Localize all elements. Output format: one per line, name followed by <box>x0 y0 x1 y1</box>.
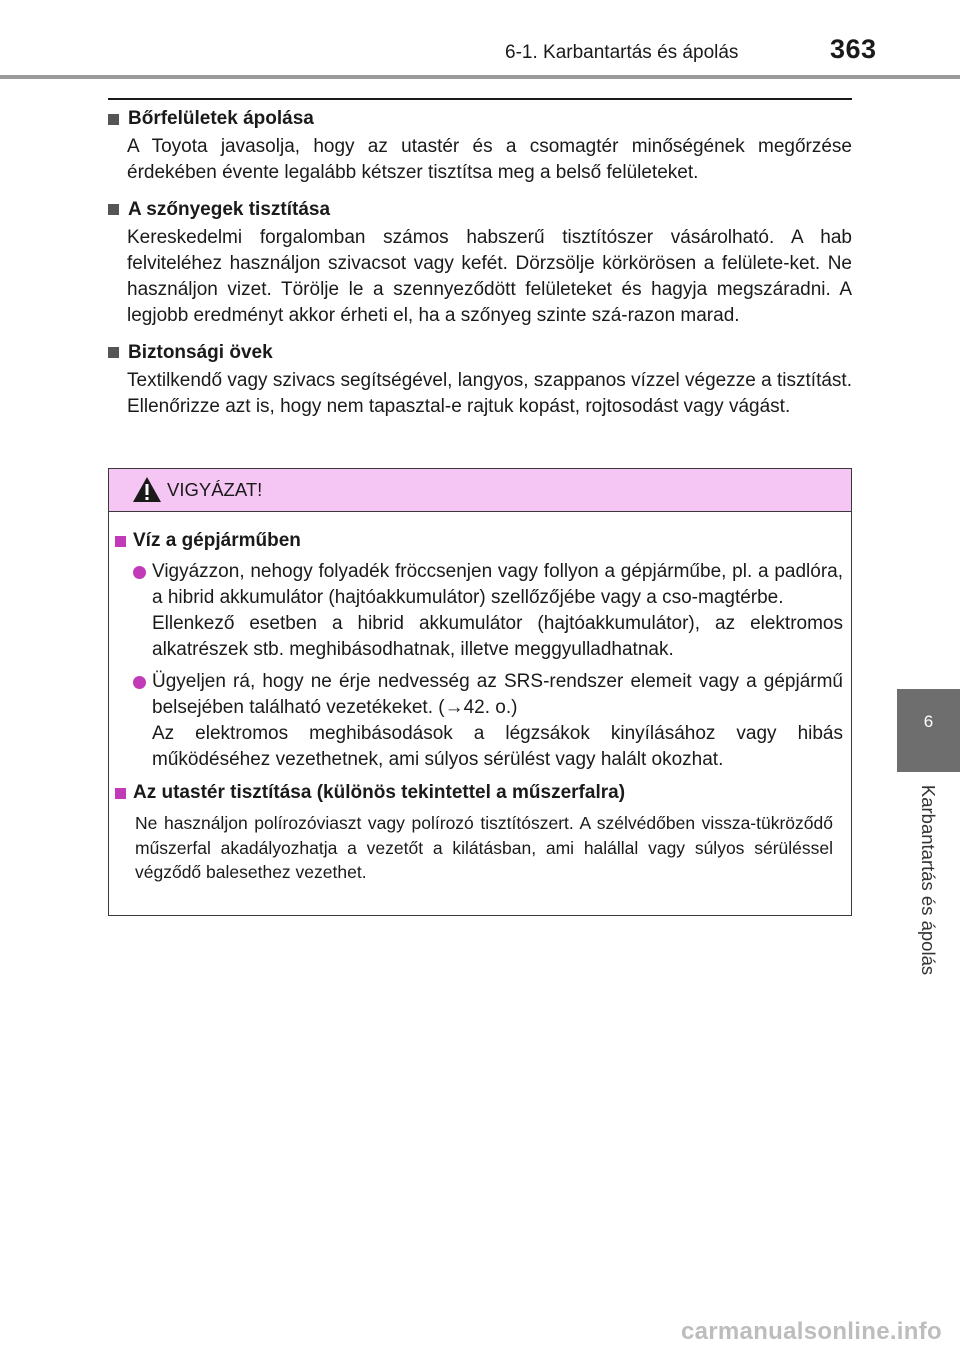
warning-box <box>108 468 852 916</box>
square-bullet-icon <box>108 114 119 125</box>
square-bullet-icon <box>115 536 126 547</box>
round-bullet-icon <box>133 676 146 689</box>
warning-heading <box>115 779 843 807</box>
section-body: Textilkendő vagy szivacs segítségével, langyos, szappanos vízzel végezze a tisztítást. Ellenőrizze azt is, hogy nem tapasztal-e rajtuk kopást, rojtosodást vagy vágást. <box>127 369 852 418</box>
section-body: A Toyota javasolja, hogy az utastér és a csomagtér minőségének megőrzése érdekében évente legalább kétszer tisztítsa meg a belső felületeket. <box>127 136 852 184</box>
bullet-paragraph: Ellenkező esetben a hibrid akkumulátor (hajtóakkumulátor), az elektromos alkatrészek stb. meghibásodhatnak, illetve meggyulladhatnak. <box>152 613 843 660</box>
warning-content <box>115 527 843 891</box>
warning-section-cabin <box>115 779 843 885</box>
bullet-paragraph: Vigyázzon, nehogy folyadék fröccsenjen vagy follyon a gépjárműbe, pl. a padlóra, a hibrid akkumulátor (hajtóakkumulátor) szellőzőjébe vagy a cso-magtérbe. <box>152 561 843 608</box>
warning-header <box>109 469 851 512</box>
section-body: Kereskedelmi forgalomban számos habszerű tisztítószer vásárolható. A hab felviteléhez használjon szivacsot vagy kefét. Dörzsölje körkörösen a felülete-ket. Ne használjon vizet. Törölje le a szennyeződött felületeket és hagyja megszáradni. A legjobb eredményt akkor érheti el, ha a szőnyeg szinte szá-razon marad. <box>127 226 852 327</box>
section-heading <box>108 104 852 134</box>
warning-bullet <box>115 669 843 773</box>
warning-section-water <box>115 527 843 773</box>
chapter-number: 6 <box>923 712 934 731</box>
warning-label: VIGYÁZAT! <box>167 479 263 500</box>
section-heading-text: Bőrfelületek ápolása <box>128 108 314 129</box>
square-bullet-icon <box>108 204 119 215</box>
section-heading <box>108 338 852 368</box>
warning-heading-text: Az utastér tisztítása (különös tekintettel a műszerfalra) <box>133 782 626 803</box>
section-carpet <box>108 195 852 330</box>
section-seatbelts <box>108 338 852 421</box>
bullet-text <box>152 559 843 663</box>
chapter-title: Karbantartás és ápolás <box>918 784 939 976</box>
bullet-text <box>152 669 843 773</box>
sections <box>108 104 852 428</box>
round-bullet-icon <box>133 566 146 579</box>
header-title: 6-1. Karbantartás és ápolás <box>505 42 739 63</box>
warning-triangle-icon <box>132 476 162 503</box>
section-heading <box>108 195 852 225</box>
bullet-paragraph: Ügyeljen rá, hogy ne érje nedvesség az SRS-rendszer elemeit vagy a gépjármű belsejében található vezetékeket. (→42. o.) <box>152 671 843 718</box>
section-heading-text: Biztonsági övek <box>128 341 273 363</box>
warning-bullet <box>115 559 843 663</box>
square-bullet-icon <box>115 788 126 799</box>
watermark: carmanualsonline.info <box>680 1318 942 1345</box>
page-number: 363 <box>830 34 877 64</box>
content-rule <box>108 98 852 100</box>
warning-heading <box>115 527 843 555</box>
header-rule <box>0 75 960 79</box>
warning-heading-text: Víz a gépjárműben <box>133 530 301 551</box>
warning-body: Ne használjon polírozóviaszt vagy polírozó tisztítószert. A szélvédőben vissza-tükröződő műszerfal akadályozhatja a vezetőt a kilátásban, ami halállal vagy súlyos sérüléssel végződő balesethez vezethet. <box>135 813 833 882</box>
square-bullet-icon <box>108 347 119 358</box>
bullet-paragraph: Az elektromos meghibásodások a légzsákok kinyílásához vagy hibás működéséhez vezethetnek, ami súlyos sérülést vagy halált okozhat. <box>152 723 843 770</box>
section-heading-text: A szőnyegek tisztítása <box>128 198 331 220</box>
section-leather <box>108 104 852 187</box>
